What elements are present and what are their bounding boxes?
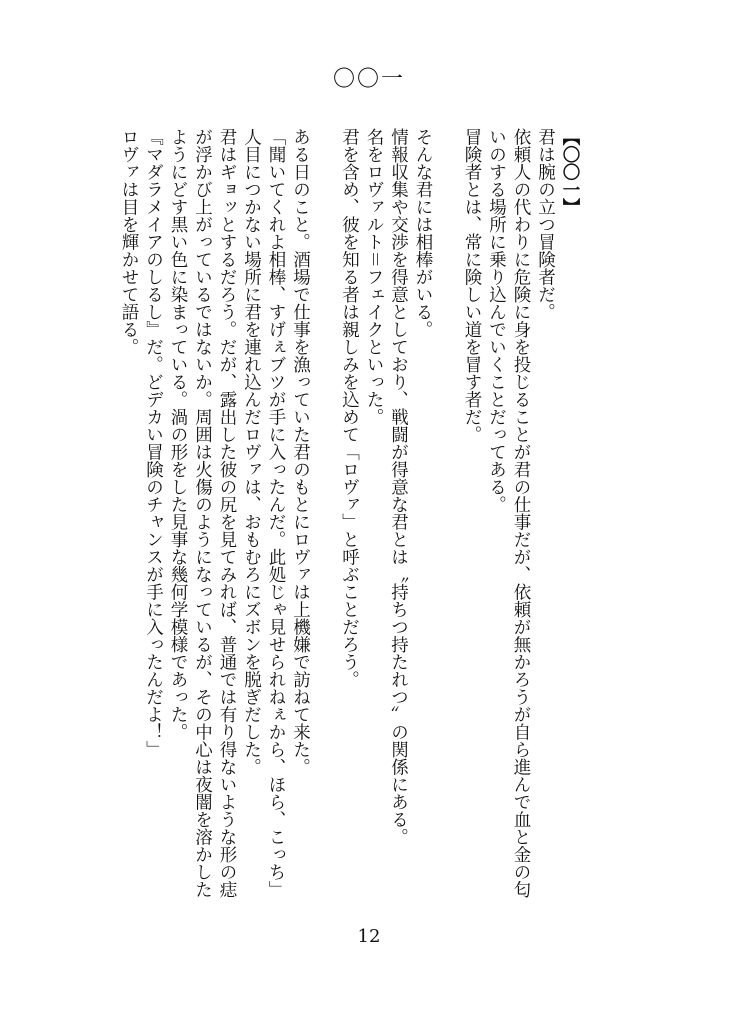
paragraph: 「聞いてくれよ相棒、すげぇブツが手に入ったんだ。此処じゃ見せられねぇから、ほら、こっち」 xyxy=(266,128,286,898)
paragraph: 依頼人の代わりに危険に身を投じることが君の仕事だが、依頼が無かろうが自ら進んで血と金の匂いのする場所に乗り込んでいくことだってある。 xyxy=(486,128,531,898)
paragraph: 君はギョッとするだろう。だが、露出した彼の尻を見てみれば、普通では有り得ないような形の痣が浮かび上がっているではないか。周囲は火傷のようになっているが、その中心は夜闇を溶かしたようにどす黒い色に染まっている。渦の形をした見事な幾何学模様であった。 xyxy=(168,128,237,898)
paragraph: ある日のこと。酒場で仕事を漁っていた君のもとにロヴァは上機嫌で訪ねて来た。 xyxy=(290,128,311,776)
paragraph: 君は腕の立つ冒険者だ。 xyxy=(535,128,556,321)
vertical-body-text xyxy=(112,128,582,908)
paragraph: 人目につかない場所に君を連れ込んだロヴァは、おもむろにズボンを脱ぎだした。 xyxy=(241,128,262,776)
page-number: 12 xyxy=(357,926,381,947)
paragraph: そんな君には相棒がいる。 xyxy=(413,128,433,338)
paragraph: 君を含め、彼を知る者は親しみを込めて「ロヴァ」と呼ぶことだろう。 xyxy=(339,128,360,688)
blank-line xyxy=(435,128,460,908)
section-heading: 【〇〇一】 xyxy=(560,128,580,216)
running-title: 〇〇一 xyxy=(332,67,405,92)
paragraph: 『マダラメイアのしるし』だ。どデカい冒険のチャンスが手に入ったんだよ！」 xyxy=(143,128,164,758)
paragraph: 情報収集や交渉を得意としており、戦闘が得意な君とは〝持ちつ持たれつ〟の関係にある。 xyxy=(388,128,409,846)
paragraph: ロヴァは目を輝かせて語る。 xyxy=(119,128,139,356)
paragraph: 冒険者とは、常に険しい道を冒す者だ。 xyxy=(462,128,482,443)
blank-line xyxy=(313,128,338,908)
paragraph: 名をロヴァルト＝フェイクといった。 xyxy=(364,128,384,426)
